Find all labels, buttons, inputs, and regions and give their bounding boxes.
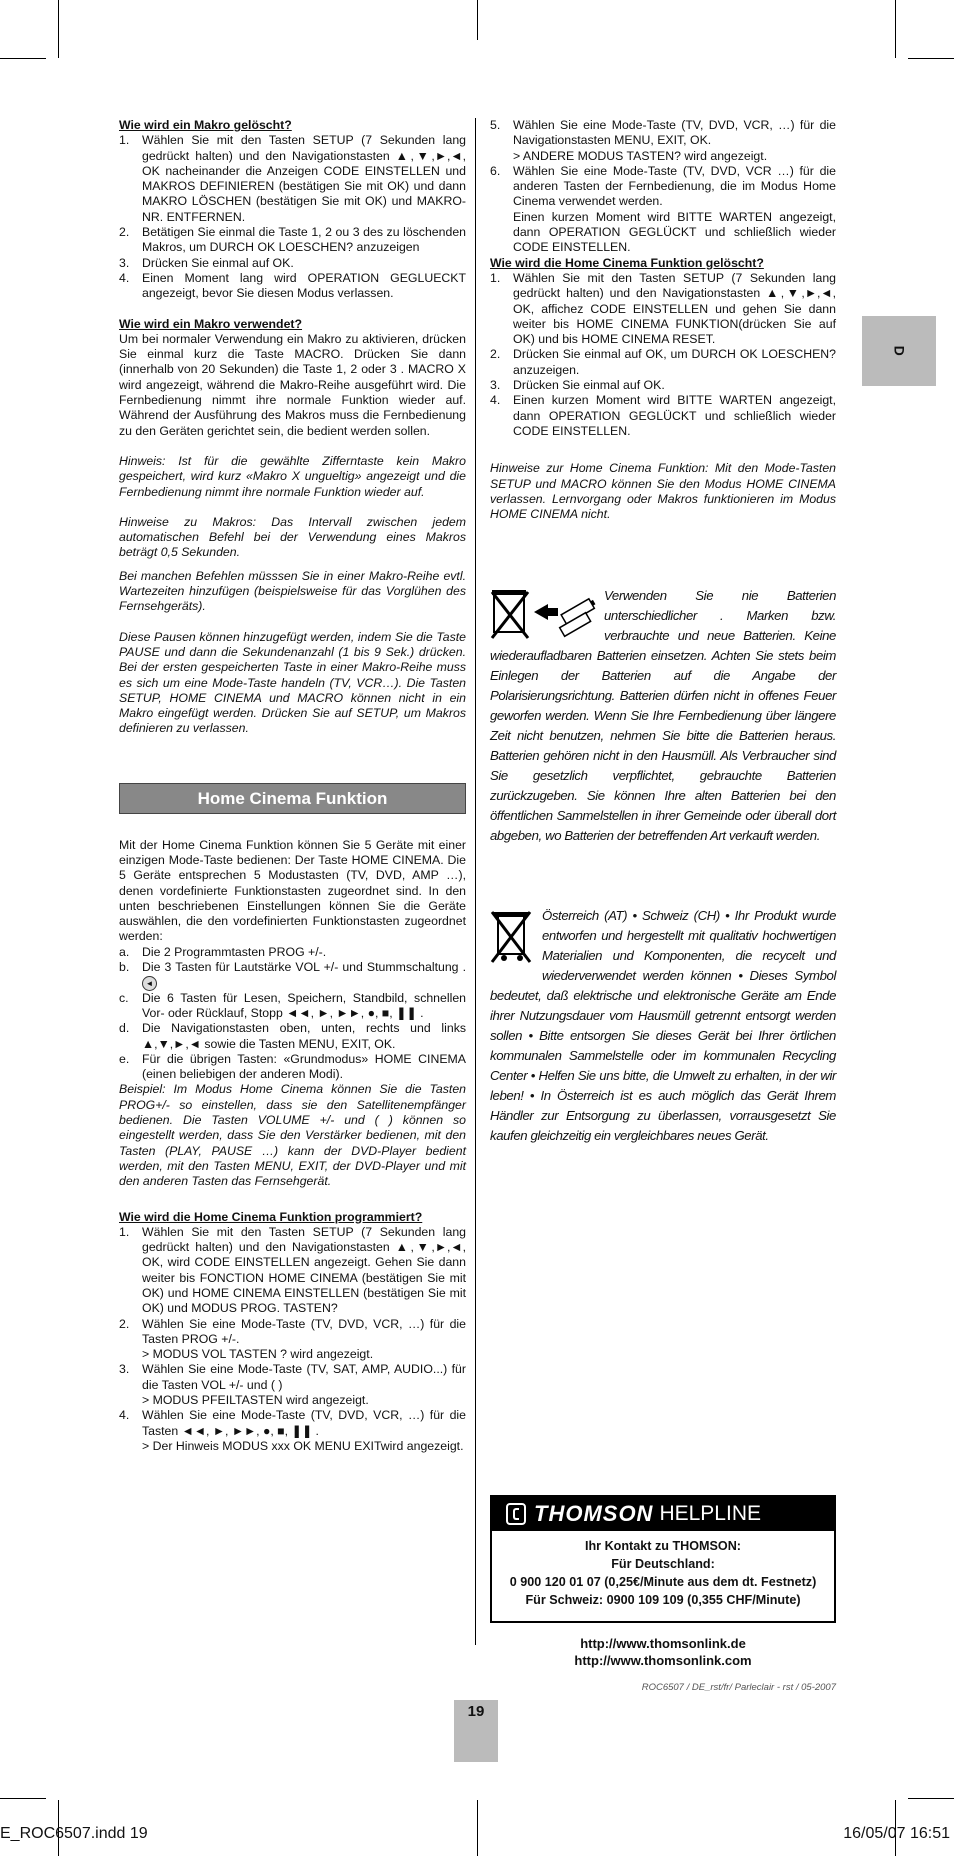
helpline-box	[490, 1495, 836, 1623]
date-slug: 16/05/07 16:51	[843, 1825, 950, 1842]
list-item: c. Die 6 Tasten für Lesen, Speichern, Standbild, schnellen Vor- oder Rücklauf, Stopp ◄◄, ►, ►►, ●, ■, ❚❚ .	[119, 990, 466, 1020]
weee-text: Österreich (AT) • Schweiz (CH) • Ihr Produkt wurde entworfen und hergestellt mit qualitativ hochwertigen Materialien und Komponenten, die recycelt und wiederverwendet werden können • Dieses Symbol bedeutet, daß elektrische und elektronische Geräte am Ende ihrer Nutzungsdauer vom Hausmüll getrennt entsorgt werden sollen • Bitte entsorgen Sie dieses Gerät bei Ihrer örtlichen kommunalen Sammelstelle oder im kommunalen Recycling Center • Helfen Sie uns bitte, die Umwelt zu erhalten, in der wir leben! • In Österreich ist es auch möglich das Gerät Ihrem Händler zur Entsorgung zu überlassen, vorrausgesetzt Sie kaufen gleichzeitig ein vergleichbares neues Gerät.	[490, 908, 836, 1144]
helpline-contact: Ihr Kontakt zu THOMSON: Für Deutschland: 0 900 120 01 07 (0,25€/Minute aus dem dt. Festnetz) Für Schweiz: 0900 109 109 (0,355 CHF/Minute)	[509, 1539, 817, 1607]
list-item: 1. Wählen Sie mit den Tasten SETUP (7 Sekunden lang gedrückt halten) und den Navigationstasten ▲,▼,►,◄, OK, wird CODE EINSTELLEN angezeigt. Gehen Sie dann weiter bis FONCTION HOME CINEMA (bestätigen Sie mit OK) und HOME CINEMA EINSTELLEN (bestätigen Sie mit OK) und MODUS PROG. TASTEN?	[119, 1224, 466, 1316]
battery-notice	[490, 586, 836, 846]
page-number: 19	[454, 1700, 498, 1762]
column-divider	[475, 118, 476, 1645]
program-steps-continued	[490, 118, 836, 256]
weee-bin-icon	[490, 908, 534, 968]
print-credit: ROC6507 / DE_rst/fr/ Parleclair - rst / 05-2007	[641, 1682, 836, 1693]
thomson-logo-icon	[506, 1503, 526, 1525]
note: Bei manchen Befehlen müsssen Sie in einer Makro-Reihe evtl. Wartezeiten hinzufügen (beispielsweise für das Vorglühen des Fernsehgeräts).	[119, 568, 466, 614]
battery-text: Verwenden Sie nie Batterien unterschiedlicher . Marken bzw. verbrauchte und neue Batterien. Keine wiederaufladbaren Batterien einsetzen. Achten Sie stets beim Einlegen der Batterien auf die Angabe der Polarisierungsrichtung. Batterien dürfen nicht in offenes Feuer geworfen werden. Wenn Sie Ihre Fernbedienung über längere Zeit nicht benutzen, nehmen Sie bitte die Batterien heraus. Batterien gehören nicht in den Hausmüll. Als Verbraucher sind Sie gesetzlich verpflichtet, gebrauchte Batterien zurückzugeben. Sie können Ihre alten Batterien bei den öffentlichen Sammelstellen in ihrer Gemeinde oder überall dort abgeben, wo Batterien der betreffenden Art verkauft werden.	[490, 588, 836, 844]
language-tab: D	[862, 316, 936, 386]
mute-icon: ◄	[142, 976, 157, 991]
list-item: 2. Drücken Sie einmal auf OK, um DURCH OK LOESCHEN? anzuzeigen.	[490, 347, 836, 377]
note: Hinweis: Ist für die gewählte Zifferntaste kein Makro gespeichert, wird kurz «Makro X ungueltig» angezeigt und die Fernbedienung nimmt ihre normale Funktion wieder auf.	[119, 453, 466, 499]
helpline-header: THOMSON HELPLINE	[492, 1497, 834, 1531]
crop-mark	[908, 1798, 954, 1799]
list-item: 2. Wählen Sie eine Mode-Taste (TV, DVD, VCR, …) für die Tasten PROG +/-. > MODUS VOL TASTEN ? wird angezeigt.	[119, 1316, 466, 1362]
crop-mark	[895, 0, 896, 58]
crop-mark	[0, 1798, 46, 1799]
reset-steps	[490, 271, 836, 439]
url-link[interactable]: http://www.thomsonlink.de	[580, 1636, 746, 1651]
list-item: 4. Einen kurzen Moment wird BITTE WARTEN angezeigt, dann OPERATION GEGLÜCKT und schließlich wieder CODE EINSTELLEN.	[490, 393, 836, 438]
weee-notice	[490, 906, 836, 1146]
list-item: d. Die Navigationstasten oben, unten, rechts und links ▲,▼,►,◄ sowie die Tasten MENU, EXIT, OK.	[119, 1021, 466, 1051]
list-item: a. Die 2 Programmtasten PROG +/-.	[119, 944, 327, 959]
note: Diese Pausen können hinzugefügt werden, indem Sie die Taste PAUSE und dann die Sekundenanzahl (1 bis 9 Sek.) drücken. Bei der ersten gespeicherten Taste in einer Makro-Reihe muss es sich um eine Mode-Taste handeln (TV, VCR…). Die Tasten SETUP, HOME CINEMA und MACRO können nicht in ein Makro eingefügt werden. Drücken Sie auf SETUP, um Makros definieren zu verlassen.	[119, 629, 466, 736]
list-item: 1. Wählen Sie mit den Tasten SETUP (7 Sekunden lang gedrückt halten) und den Navigationstasten ▲,▼,►,◄, OK, affichez CODE EINSTELLEN und gehen Sie dann weiter bis HOME CINEMA FUNKTION(drücken Sie auf OK) und bis HOME CINEMA RESET.	[490, 270, 836, 347]
list-item: 3. Drücken Sie einmal auf OK.	[119, 255, 294, 270]
list-item: 6. Wählen Sie eine Mode-Taste (TV, DVD, VCR …) für die anderen Tasten der Fernbedienung, die im Modus Home Cinema verwendet werden. Einen kurzen Moment wird BITTE WARTEN angezeigt, dann OPERATION GEGLÜCKT und schließlich wieder CODE EINSTELLEN.	[490, 163, 836, 255]
website-links	[490, 1635, 836, 1669]
list-item: 5. Wählen Sie eine Mode-Taste (TV, DVD, VCR, …) für die Navigationstasten MENU, EXIT, OK. > ANDERE MODUS TASTEN? wird angezeigt.	[490, 118, 836, 163]
list-item: 4. Wählen Sie eine Mode-Taste (TV, DVD, VCR, …) für die Tasten ◄◄, ►, ►►, ●, ■, ❚❚ . > Der Hinweis MODUS xxx OK MENU EXITwird angezeigt.	[119, 1408, 466, 1453]
right-column	[490, 118, 836, 1146]
section-banner: Home Cinema Funktion	[119, 783, 466, 814]
paragraph: Um bei normaler Verwendung ein Makro zu aktivieren, drücken Sie einmal kurz die Taste MACRO. Drücken Sie dann (innerhalb von 20 Sekunden) die Taste 1, 2 oder 3 . MACRO X wird angezeigt, während die Makro-Reihe ausgeführt wird. Die Fernbedienung nimmt ihre normale Funktion wieder auf. Während der Ausführung des Makros muss die Fernbedienung zu den Geräten gerichtet sein, die bedient werden sollen.	[119, 331, 466, 438]
section-heading: Wie wird die Home Cinema Funktion gelöscht?	[490, 255, 764, 270]
list-item: 4. Einen Moment lang wird OPERATION GEGLUECKT angezeigt, bevor Sie diesen Modus verlassen.	[119, 270, 466, 301]
list-item: b. Die 3 Tasten für Lautstärke VOL +/- und Stummschaltung . ◄	[119, 960, 466, 991]
crop-mark	[0, 58, 46, 59]
example: Beispiel: Im Modus Home Cinema können Sie die Tasten PROG+/- so einstellen, dass sie den Satellitenempfänger bedienen. Die Tasten VOLUME +/- und ( ) können so eingestellt werden, dass Sie den Verstärker bedienen, mit den Tasten (PLAY, PAUSE …) kann der DVD-Player bedient werden, mit den Tasten MENU, EXIT, der DVD-Player und mit den anderen Tasten das Fernsehgerät.	[119, 1082, 466, 1189]
list-item: 3. Wählen Sie eine Mode-Taste (TV, SAT, AMP, AUDIO...) für die Tasten VOL +/- und ( ) > MODUS PFEILTASTEN wird angezeigt.	[119, 1362, 466, 1408]
battery-disposal-icon	[490, 588, 596, 646]
list-item: 2. Betätigen Sie einmal die Taste 1, 2 ou 3 des zu löschenden Makros, um DURCH OK LOESCHEN? anzuzeigen	[119, 225, 466, 255]
crop-mark	[477, 1800, 478, 1856]
note: Hinweise zur Home Cinema Funktion: Mit den Mode-Tasten SETUP und MACRO können Sie den Modus HOME CINEMA verlassen. Lernvorgang oder Makros funktionieren im Modus HOME CINEMA nicht.	[490, 461, 836, 522]
paragraph: Mit der Home Cinema Funktion können Sie 5 Geräte mit einer einzigen Mode-Taste bedienen: Der Taste HOME CINEMA. Die 5 Geräte entsprechen 5 Modustasten (TV, DVD, AMP …), denen vordefinierte Funktionstasten zugeordnet sind. In den unten beschriebenen Einstellungen können Sie die Geräte auswählen, die den vordefinierten Funktionstasten zugeordnet werden:	[119, 837, 466, 944]
crop-mark	[477, 0, 478, 40]
function-key-list	[119, 945, 466, 1083]
left-column	[119, 118, 466, 1454]
crop-mark	[58, 0, 59, 58]
section-heading: Wie wird die Home Cinema Funktion programmiert?	[119, 1209, 423, 1224]
delete-macro-steps	[119, 133, 466, 301]
program-steps	[119, 1225, 466, 1454]
crop-mark	[908, 58, 954, 59]
url-link[interactable]: http://www.thomsonlink.com	[574, 1653, 752, 1668]
section-heading: Wie wird ein Makro verwendet?	[119, 316, 303, 331]
section-heading: Wie wird ein Makro gelöscht?	[119, 118, 292, 132]
list-item: 1. Wählen Sie mit den Tasten SETUP (7 Sekunden lang gedrückt halten) und den Navigationstasten ▲,▼,►,◄, OK nacheinander die Anzeigen CODE EINSTELLEN und MAKROS DEFINIEREN (bestätigen Sie mit OK) und dann MAKRO LÖSCHEN (bestätigen Sie mit OK) und MAKRO-NR. ENTFERNEN.	[119, 133, 466, 224]
note: Hinweise zu Makros: Das Intervall zwischen jedem automatischen Befehl bei der Verwendung eines Makros beträgt 0,5 Sekunden.	[119, 514, 466, 560]
file-slug: E_ROC6507.indd 19	[0, 1825, 148, 1842]
list-item: 3. Drücken Sie einmal auf OK.	[490, 378, 665, 393]
list-item: e. Für die übrigen Tasten: «Grundmodus» HOME CINEMA (einen beliebigen der anderen Modi).	[119, 1051, 466, 1082]
